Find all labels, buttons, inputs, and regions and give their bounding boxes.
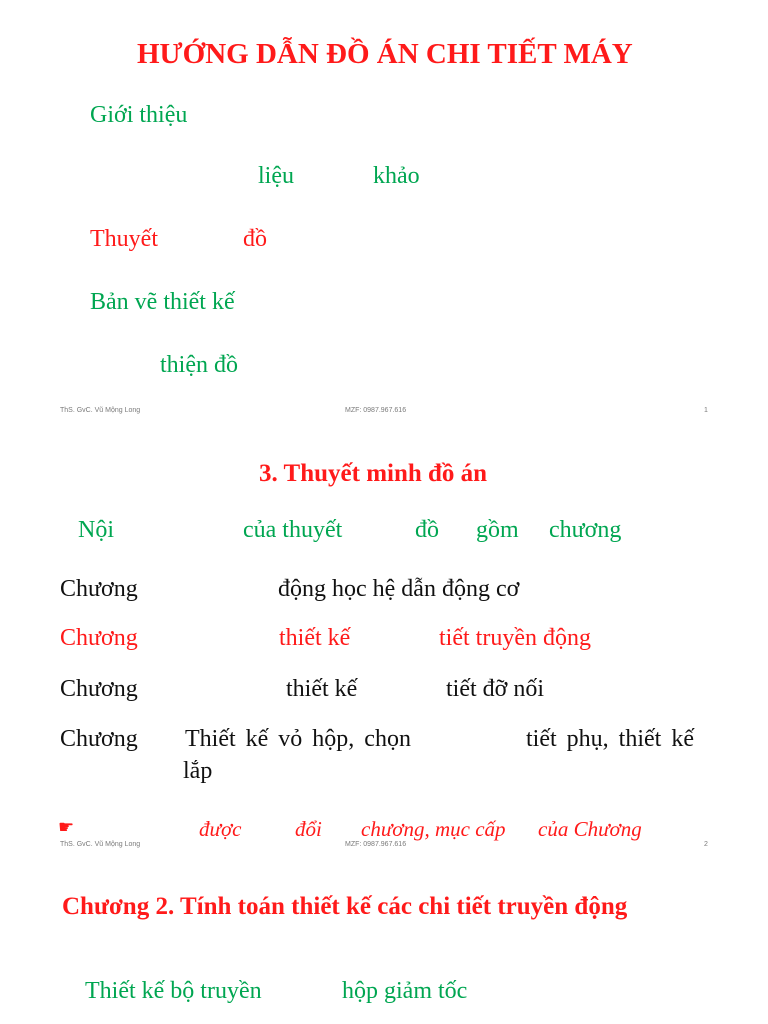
item-thesis-part-2: đồ — [243, 226, 267, 252]
note-word-2: đổi — [295, 817, 322, 841]
intro-word-4: gồm — [476, 517, 519, 543]
chapter-4-text-1: Thiết kế vỏ hộp, chọn — [185, 726, 411, 752]
item-thesis-part-1: Thuyết — [90, 226, 158, 252]
chapter-4-label: Chương — [60, 726, 138, 752]
chapter-2-label: Chương — [60, 625, 138, 651]
pointing-hand-icon: ☛ — [58, 817, 75, 837]
note-word-4: của Chương — [538, 817, 642, 841]
slide-3-line-part-2: hộp giảm tốc — [342, 978, 468, 1004]
intro-word-2: của thuyết — [243, 517, 343, 543]
chapter-3-label: Chương — [60, 676, 138, 702]
item-introduction: Giới thiệu — [90, 102, 188, 128]
chapter-2-text-2: tiết truyền động — [439, 625, 591, 651]
intro-word-1: Nội — [78, 517, 114, 543]
slide-3-line-part-1: Thiết kế bộ truyền — [85, 978, 262, 1004]
slide-2-footer-phone: MZF: 0987.967.616 — [345, 841, 407, 848]
item-design-drawing: Bản vẽ thiết kế — [90, 289, 235, 315]
chapter-1-label: Chương — [60, 576, 138, 602]
item-complete-project: thiện đồ — [160, 352, 238, 378]
chapter-3-text-2: tiết đỡ nối — [446, 676, 545, 702]
slide-1-page-number: 1 — [704, 407, 708, 414]
item-references-part-2: khảo — [373, 163, 420, 189]
chapter-4-text-3: lắp — [183, 758, 213, 784]
note-word-1: được — [199, 817, 242, 841]
chapter-1-text: động học hệ dẫn động cơ — [278, 576, 520, 602]
chapter-4-text-2: tiết phụ, thiết kế — [526, 726, 694, 752]
slide-1-footer-phone: MZF: 0987.967.616 — [345, 407, 407, 414]
slide-2-footer-author: ThS. GvC. Vũ Mộng Long — [60, 841, 141, 848]
slide-1-title: HƯỚNG DẪN ĐỒ ÁN CHI TIẾT MÁY — [137, 38, 633, 70]
slide-1-footer-author: ThS. GvC. Vũ Mộng Long — [60, 407, 141, 414]
chapter-3-text-1: thiết kế — [286, 676, 358, 702]
item-references-part-1: liệu — [258, 163, 294, 189]
intro-word-3: đồ — [415, 517, 439, 543]
note-word-3: chương, mục cấp — [361, 817, 506, 841]
slide-2-title: 3. Thuyết minh đồ án — [259, 460, 488, 487]
slide-2-page-number: 2 — [704, 841, 708, 848]
chapter-2-text-1: thiết kế — [279, 625, 351, 651]
slide-3-title: Chương 2. Tính toán thiết kế các chi tiết truyền động — [62, 893, 628, 920]
intro-word-5: chương — [549, 517, 622, 543]
